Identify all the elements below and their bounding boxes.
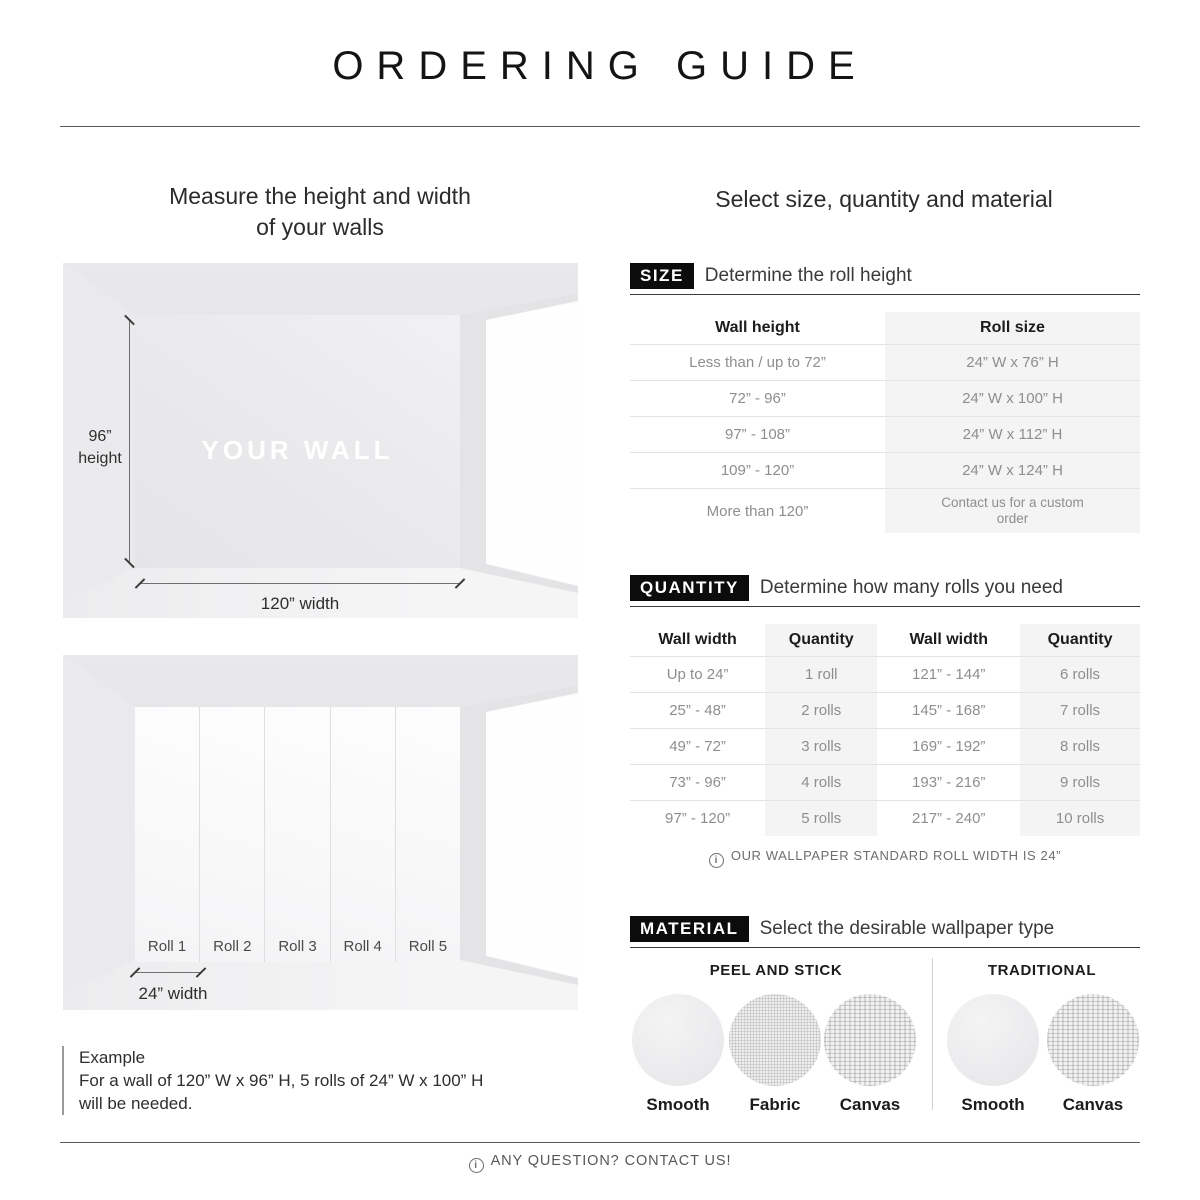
size-section-header (630, 263, 1140, 295)
size-table-row (630, 345, 1140, 381)
roll-panel (200, 707, 265, 962)
size-col-wall-height: Wall height (715, 319, 800, 336)
swatch-label-smooth: Smooth (961, 1095, 1025, 1114)
roll-panel (135, 707, 200, 962)
width-dimension-line (140, 583, 460, 584)
quantity-cell: 2 rolls (765, 693, 877, 729)
height-value: 96” (88, 428, 112, 445)
wall-width-cell: 121” - 144” (877, 657, 1020, 693)
peel-and-stick-group-label: PEEL AND STICK (709, 962, 843, 979)
size-table-header-row (630, 312, 1140, 345)
qty-col-quantity: Quantity (765, 624, 877, 657)
roll-size-cell: 24” W x 100” H (885, 381, 1140, 417)
quantity-cell: 8 rolls (1020, 729, 1140, 765)
canvas-swatch (1047, 994, 1139, 1086)
quantity-table-row (630, 657, 1140, 693)
qty-col-quantity: Quantity (1020, 624, 1140, 657)
roll-size-cell: 24” W x 76” H (885, 345, 1140, 381)
smooth-swatch (947, 994, 1039, 1086)
roll-size-cell: Contact us for a custom order (885, 489, 1140, 534)
traditional-group-label: TRADITIONAL (987, 962, 1097, 979)
quantity-table-header-row (630, 624, 1140, 657)
page-title: ORDERING GUIDE (332, 44, 868, 88)
wall-height-cell: More than 120” (630, 489, 885, 534)
quantity-cell: 4 rolls (765, 765, 877, 801)
roll-width-dimension-label: 24” width (138, 984, 208, 1003)
wall-width-cell: 97” - 120” (630, 801, 765, 837)
wall-height-cell: 72” - 96” (630, 381, 885, 417)
info-icon: i (469, 1158, 484, 1173)
swatch-label-canvas: Canvas (839, 1095, 901, 1114)
roll-width-note-text: OUR WALLPAPER STANDARD ROLL WIDTH IS 24” (730, 848, 1062, 863)
top-divider (60, 126, 1140, 127)
material-section-header (630, 916, 1140, 948)
qty-col-wall-width: Wall width (658, 631, 737, 648)
height-dimension-label (69, 426, 131, 470)
example-line2: will be needed. (79, 1094, 193, 1113)
quantity-section-title: Determine how many rolls you need (759, 577, 1063, 598)
roll-label: Roll 3 (278, 938, 317, 955)
wall-width-cell: 25” - 48” (630, 693, 765, 729)
wall-width-cell: 193” - 216” (877, 765, 1020, 801)
footer-divider (60, 1142, 1140, 1143)
measure-heading-line2: of your walls (256, 214, 384, 240)
swatch-label-smooth: Smooth (646, 1095, 710, 1114)
quantity-cell: 5 rolls (765, 801, 877, 837)
material-section-title: Select the desirable wallpaper type (759, 918, 1055, 939)
roll-panel (265, 707, 330, 962)
roll-label: Roll 5 (408, 938, 448, 955)
wall-width-cell: 217” - 240” (877, 801, 1020, 837)
quantity-table (630, 624, 1140, 836)
smooth-swatch (632, 994, 724, 1086)
roll-width-note (630, 848, 1140, 868)
quantity-table-row (630, 765, 1140, 801)
swatch-label-fabric: Fabric (749, 1095, 801, 1114)
roll-panel (396, 707, 460, 962)
quantity-cell: 1 roll (765, 657, 877, 693)
height-word: height (78, 450, 122, 467)
size-badge: SIZE (630, 263, 694, 289)
wall-width-cell: Up to 24” (630, 657, 765, 693)
fabric-swatch (729, 994, 821, 1086)
roll-label: Roll 1 (147, 938, 187, 955)
example-title: Example (79, 1048, 146, 1067)
size-section-title: Determine the roll height (704, 265, 912, 286)
select-heading: Select size, quantity and material (715, 186, 1053, 212)
roll-label: Roll 2 (213, 938, 252, 955)
measure-heading-line1: Measure the height and width (169, 183, 471, 209)
quantity-table-row (630, 801, 1140, 837)
roll-size-cell: 24” W x 124” H (885, 453, 1140, 489)
quantity-cell: 7 rolls (1020, 693, 1140, 729)
quantity-cell: 9 rolls (1020, 765, 1140, 801)
size-table-row (630, 489, 1140, 534)
room-illustration-measure (63, 263, 578, 618)
quantity-section-header (630, 575, 1140, 607)
room-illustration-rolls (63, 655, 578, 1010)
roll-width-dimension-line (135, 972, 201, 973)
wall-width-cell: 73” - 96” (630, 765, 765, 801)
info-icon: i (709, 853, 724, 868)
wallpaper-roll-panels (135, 707, 460, 962)
measure-heading (60, 181, 580, 243)
width-dimension-label: 120” width (260, 594, 340, 613)
canvas-swatch (824, 994, 916, 1086)
roll-size-cell: 24” W x 112” H (885, 417, 1140, 453)
wall-height-cell: 109” - 120” (630, 453, 885, 489)
quantity-cell: 10 rolls (1020, 801, 1140, 837)
quantity-badge: QUANTITY (630, 575, 749, 601)
material-group-divider (932, 958, 933, 1110)
wall-width-cell: 145” - 168” (877, 693, 1020, 729)
example-block (62, 1046, 567, 1115)
size-table (630, 312, 1140, 533)
wall-width-cell: 49” - 72” (630, 729, 765, 765)
wall-height-cell: Less than / up to 72” (630, 345, 885, 381)
quantity-table-row (630, 693, 1140, 729)
swatch-label-canvas: Canvas (1062, 1095, 1124, 1114)
quantity-table-row (630, 729, 1140, 765)
size-table-row (630, 417, 1140, 453)
size-table-row (630, 453, 1140, 489)
qty-col-wall-width: Wall width (909, 631, 988, 648)
footer-contact (0, 1153, 1200, 1173)
example-line1: For a wall of 120” W x 96” H, 5 rolls of 24” W x 100” H (79, 1071, 484, 1090)
size-table-row (630, 381, 1140, 417)
quantity-cell: 6 rolls (1020, 657, 1140, 693)
material-badge: MATERIAL (630, 916, 749, 942)
wall-height-cell: 97” - 108” (630, 417, 885, 453)
wall-width-cell: 169” - 192” (877, 729, 1020, 765)
quantity-cell: 3 rolls (765, 729, 877, 765)
footer-contact-text: ANY QUESTION? CONTACT US! (490, 1153, 732, 1169)
size-col-roll-size: Roll size (885, 312, 1140, 345)
your-wall-label: YOUR WALL (201, 435, 394, 465)
roll-panel (331, 707, 396, 962)
roll-label: Roll 4 (343, 938, 382, 955)
